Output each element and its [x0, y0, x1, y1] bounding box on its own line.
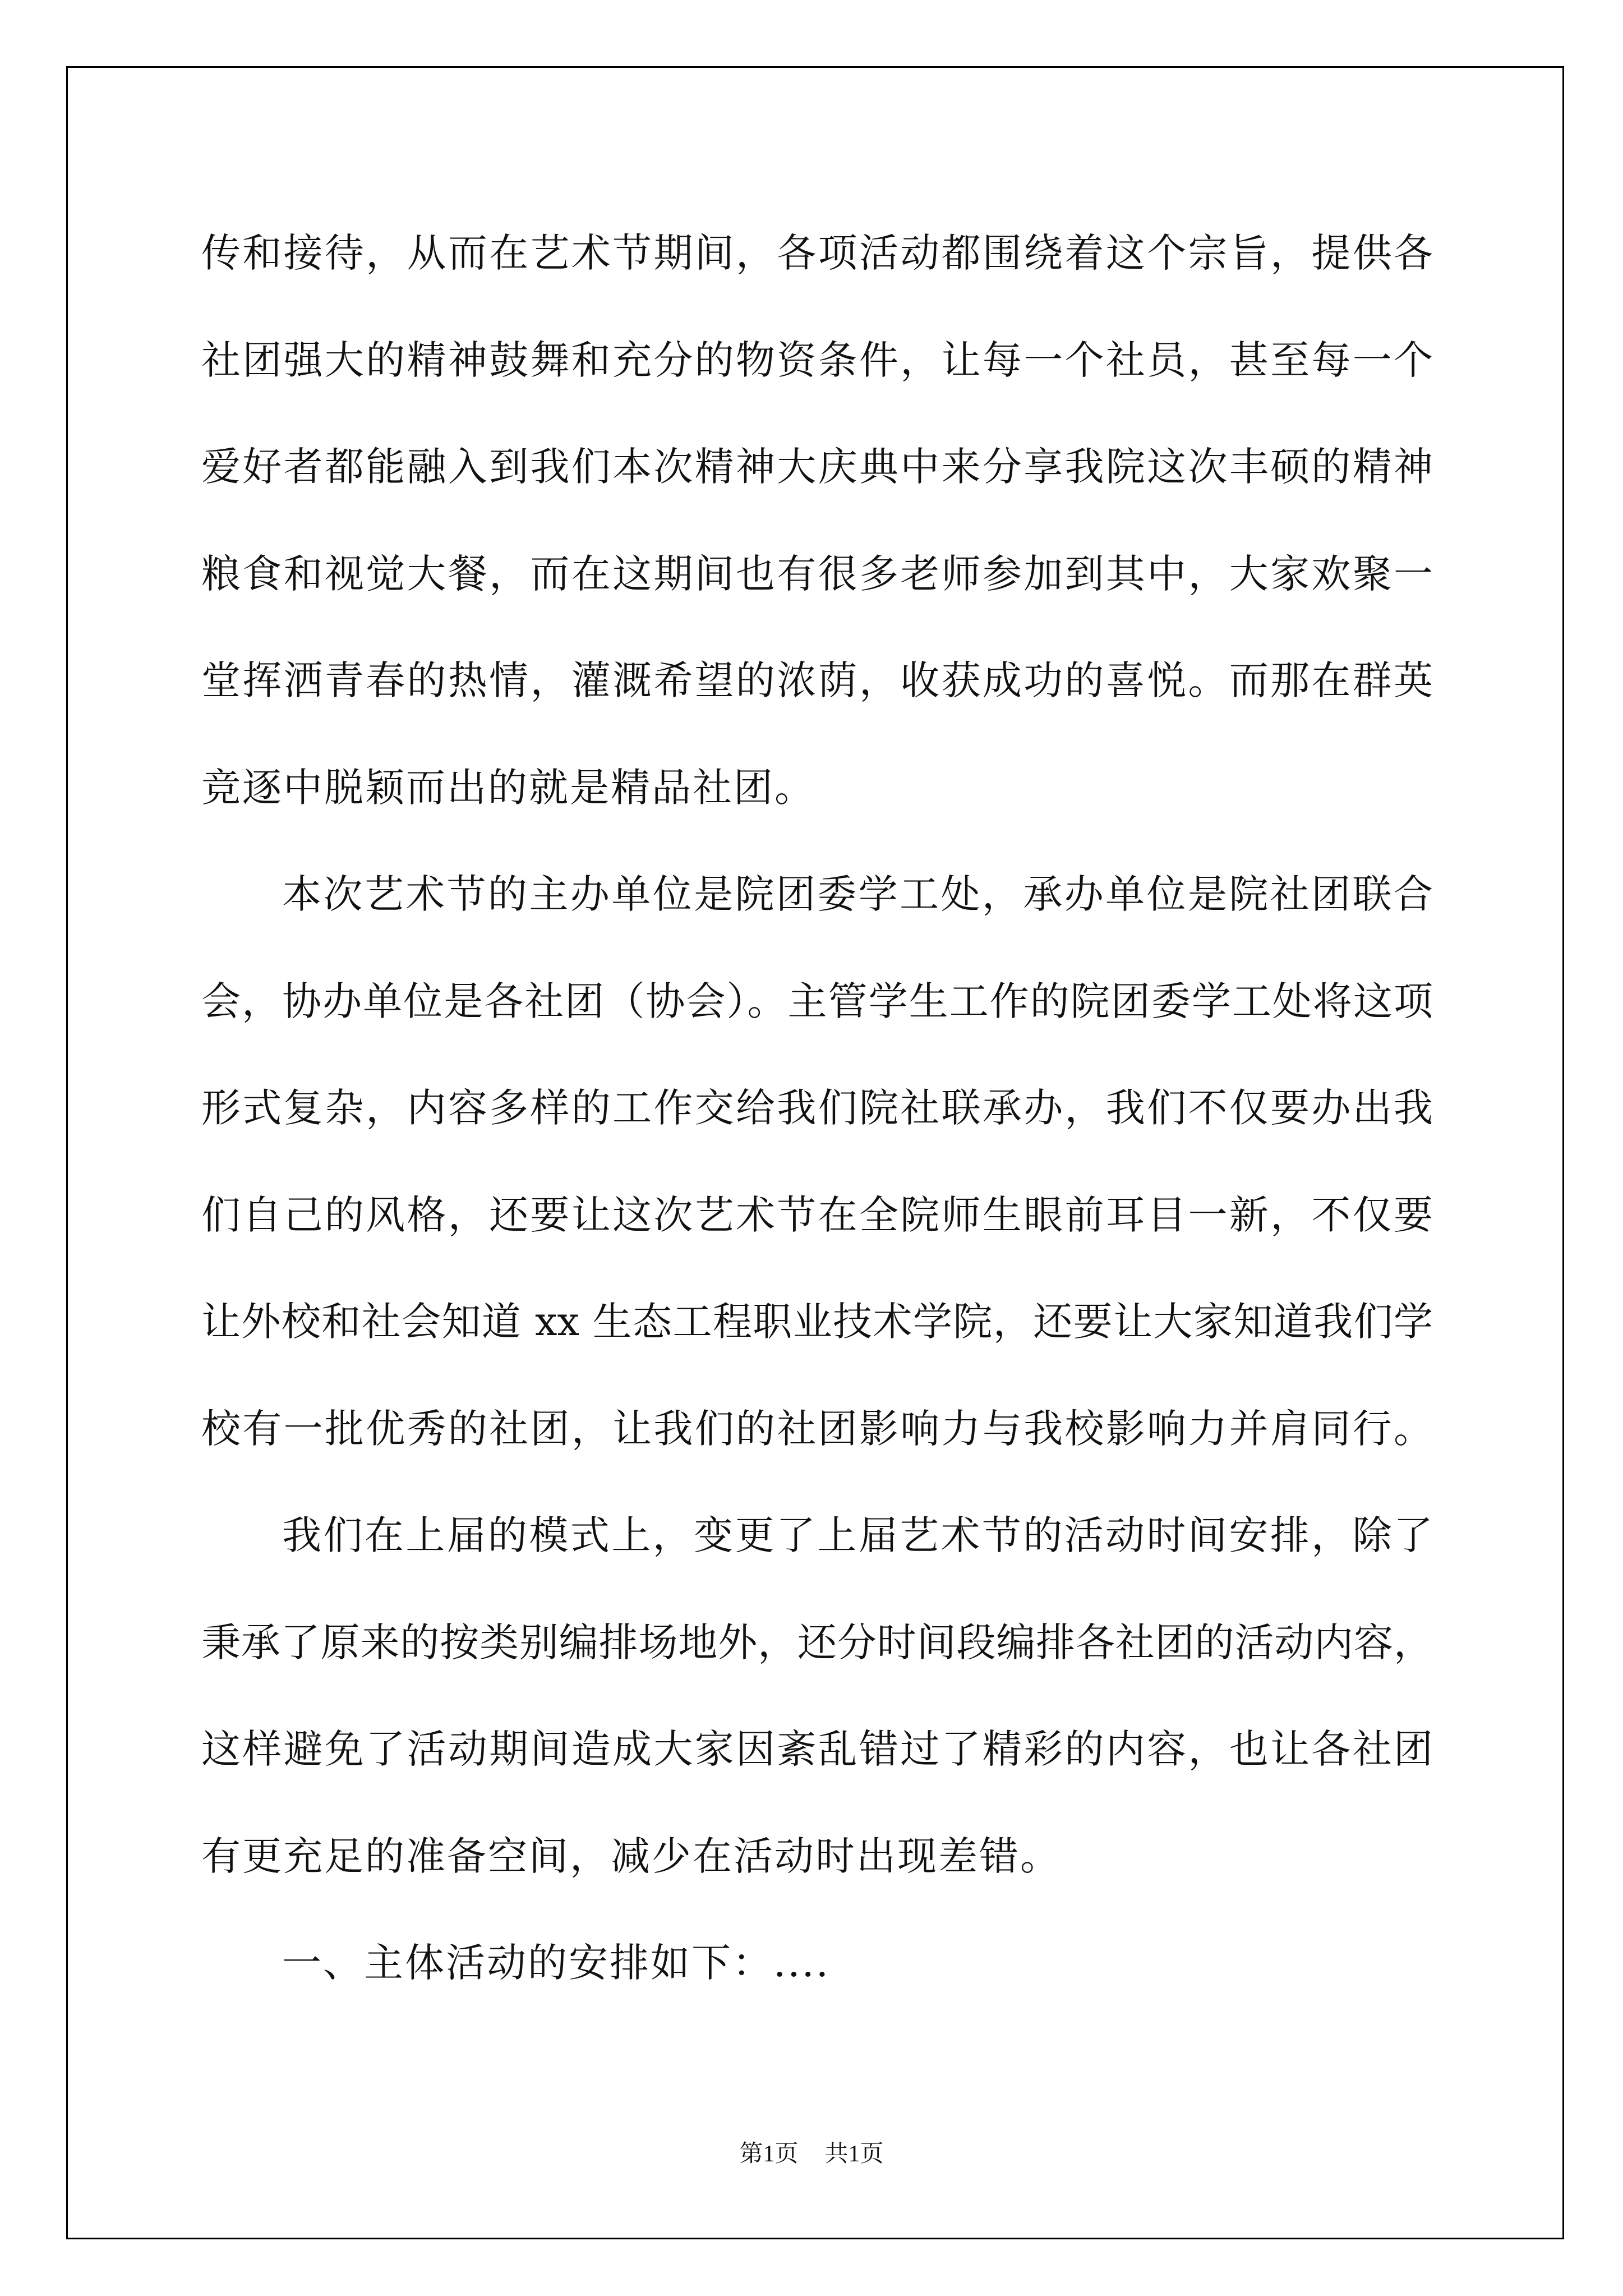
section-heading-line: 一、主体活动的安排如下：.... [282, 1940, 831, 1986]
text-line: 爱好者都能融入到我们本次精神大庆典中来分享我院这次丰硕的精神 [201, 444, 1433, 490]
paragraph-4 [201, 1910, 1433, 2017]
paragraph-2 [201, 841, 1433, 1482]
text-line: 这样避免了活动期间造成大家因紊乱错过了精彩的内容，也让各社团 [201, 1726, 1433, 1772]
body-text [201, 200, 1433, 2017]
text-line: 形式复杂，内容多样的工作交给我们院社联承办，我们不仅要办出我 [201, 1085, 1433, 1131]
text-line: 我们在上届的模式上，变更了上届艺术节的活动时间安排，除了 [282, 1512, 1433, 1558]
text-line: 竞逐中脱颖而出的就是精品社团。 [201, 764, 815, 811]
text-line: 让外校和社会知道 xx 生态工程职业技术学院，还要让大家知道我们学 [201, 1299, 1433, 1345]
paragraph-3 [201, 1482, 1433, 1910]
text-line: 本次艺术节的主办单位是院团委学工处，承办单位是院社团联合 [282, 871, 1433, 917]
text-line: 传和接待，从而在艺术节期间，各项活动都围绕着这个宗旨，提供各 [201, 230, 1433, 276]
text-line: 校有一批优秀的社团，让我们的社团影响力与我校影响力并肩同行。 [201, 1405, 1433, 1452]
text-line: 有更充足的准备空间，减少在活动时出现差错。 [201, 1833, 1061, 1879]
text-line: 秉承了原来的按类别编排场地外，还分时间段编排各社团的活动内容， [201, 1619, 1433, 1665]
text-line: 会，协办单位是各社团（协会）。主管学生工作的院团委学工处将这项 [201, 978, 1433, 1024]
text-line: 粮食和视觉大餐，而在这期间也有很多老师参加到其中，大家欢聚一 [201, 550, 1433, 597]
text-line: 堂挥洒青春的热情，灌溉希望的浓荫，收获成功的喜悦。而那在群英 [201, 657, 1433, 703]
total-pages-label: 共1页 [824, 2141, 884, 2167]
text-line: 社团强大的精神鼓舞和充分的物资条件，让每一个社员，甚至每一个 [201, 337, 1433, 383]
page-footer [0, 2137, 1623, 2171]
current-page-label: 第1页 [739, 2141, 799, 2167]
text-line: 们自己的风格，还要让这次艺术节在全院师生眼前耳目一新，不仅要 [201, 1191, 1433, 1238]
paragraph-1 [201, 200, 1433, 841]
